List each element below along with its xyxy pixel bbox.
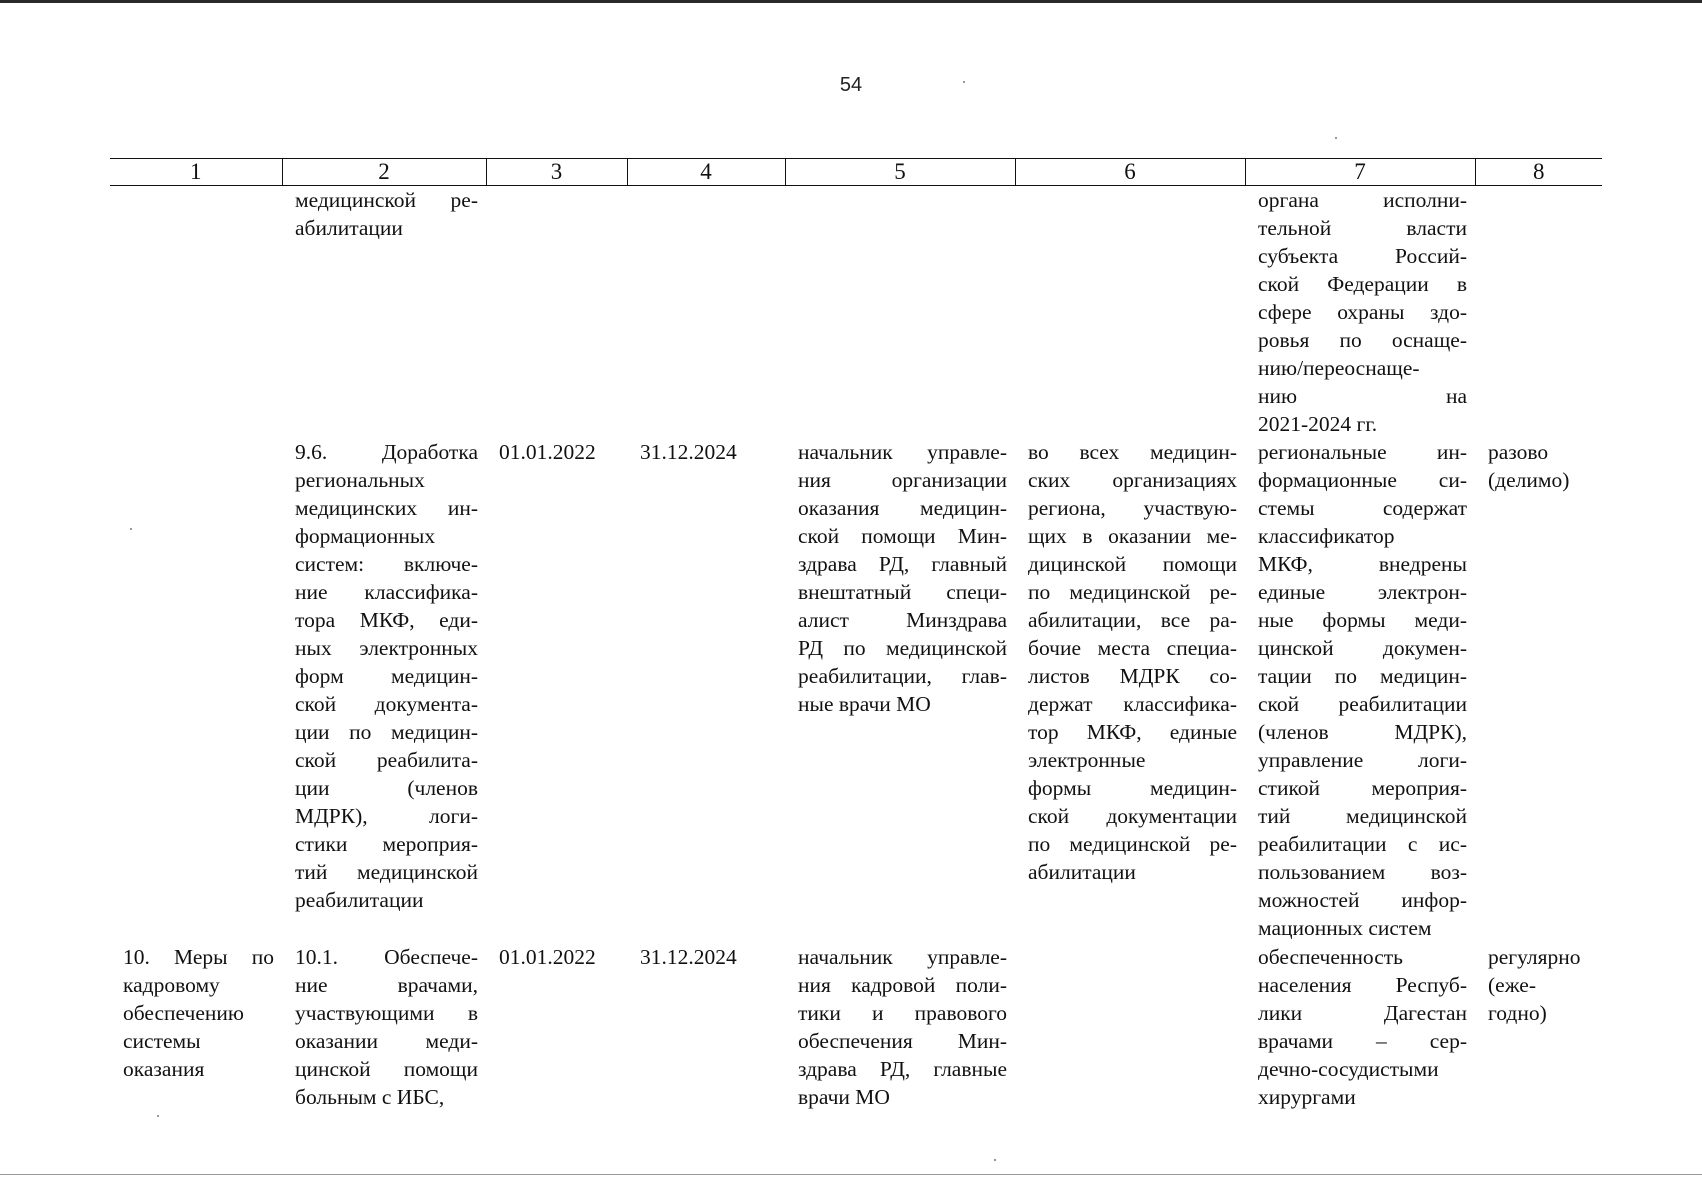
cell-line: ской реабилита- bbox=[295, 748, 478, 772]
cell-line: хирургами bbox=[1258, 1085, 1356, 1109]
cell-line: ской реабилитации bbox=[1258, 692, 1467, 716]
cell-line: субъекта Россий- bbox=[1258, 244, 1467, 268]
cell-measure-group bbox=[110, 438, 282, 943]
cell-line: ния кадровой поли- bbox=[798, 973, 1007, 997]
cell-start-date bbox=[486, 438, 627, 943]
cell-result bbox=[1015, 186, 1245, 439]
cell-line: ской помощи Мин- bbox=[798, 524, 1007, 548]
page-number: 54 bbox=[839, 74, 863, 96]
cell-line: ских организациях bbox=[1028, 468, 1237, 492]
scan-speck bbox=[1335, 137, 1337, 139]
cell-line: обеспечению bbox=[123, 1001, 244, 1025]
cell-line: по медицинской ре- bbox=[1028, 580, 1237, 604]
cell-result bbox=[1015, 438, 1245, 943]
cell-line: ской документации bbox=[1028, 804, 1237, 828]
cell-line: тации по медицин- bbox=[1258, 664, 1467, 688]
column-header: 2 bbox=[282, 159, 486, 186]
cell-line: тий медицинской bbox=[295, 860, 478, 884]
cell-measure-group bbox=[110, 943, 282, 1111]
cell-line: стемы содержат bbox=[1258, 496, 1467, 520]
cell-line: 10. Меры по bbox=[123, 945, 274, 969]
cell-line: нию на bbox=[1258, 384, 1467, 408]
cell-line: формационные си- bbox=[1258, 468, 1467, 492]
measures-table bbox=[110, 158, 1602, 1111]
cell-line: 31.12.2024 bbox=[640, 440, 737, 464]
cell-line: начальник управле- bbox=[798, 440, 1007, 464]
scan-speck bbox=[994, 1159, 996, 1161]
column-header: 3 bbox=[486, 159, 627, 186]
cell-line: здрава РД, главные bbox=[798, 1057, 1007, 1081]
cell-line: сфере охраны здо- bbox=[1258, 300, 1467, 324]
cell-line: 9.6. Доработка bbox=[295, 440, 478, 464]
scan-speck bbox=[157, 1115, 159, 1117]
cell-line: бочие места специа- bbox=[1028, 636, 1237, 660]
cell-line: медицинских ин- bbox=[295, 496, 478, 520]
cell-line: региональных bbox=[295, 468, 425, 492]
cell-line: разово bbox=[1488, 440, 1549, 464]
cell-line: (еже- bbox=[1488, 973, 1536, 997]
cell-line: регулярно bbox=[1488, 945, 1581, 969]
cell-line: обеспеченность bbox=[1258, 945, 1403, 969]
cell-line: кадровому bbox=[123, 973, 220, 997]
cell-frequency bbox=[1475, 943, 1602, 1111]
cell-line: МКФ, внедрены bbox=[1258, 552, 1467, 576]
cell-responsible bbox=[785, 438, 1015, 943]
cell-line: алист Минздрава bbox=[798, 608, 1007, 632]
cell-responsible bbox=[785, 186, 1015, 439]
cell-line: (делимо) bbox=[1488, 468, 1570, 492]
table-row bbox=[110, 186, 1602, 439]
cell-line: листов МДРК со- bbox=[1028, 664, 1237, 688]
cell-line: оказании меди- bbox=[295, 1029, 478, 1053]
cell-line: систем: включе- bbox=[295, 552, 478, 576]
column-header: 6 bbox=[1015, 159, 1245, 186]
scan-edge-top bbox=[0, 0, 1702, 3]
cell-line: электронные bbox=[1028, 748, 1146, 772]
cell-line: управление логи- bbox=[1258, 748, 1467, 772]
cell-line: ных электронных bbox=[295, 636, 478, 660]
cell-line: обеспечения Мин- bbox=[798, 1029, 1007, 1053]
cell-action bbox=[282, 186, 486, 439]
cell-line: системы bbox=[123, 1029, 201, 1053]
cell-line: формы медицин- bbox=[1028, 776, 1237, 800]
cell-line: дицинской помощи bbox=[1028, 552, 1237, 576]
cell-frequency bbox=[1475, 438, 1602, 943]
cell-measure-group bbox=[110, 186, 282, 439]
cell-line: (членов МДРК), bbox=[1258, 720, 1467, 744]
cell-line: можностей инфор- bbox=[1258, 888, 1467, 912]
cell-end-date bbox=[627, 438, 785, 943]
cell-line: ные формы меди- bbox=[1258, 608, 1467, 632]
cell-line: классификатор bbox=[1258, 524, 1395, 548]
cell-line: тий медицинской bbox=[1258, 804, 1467, 828]
cell-line: ние врачами, bbox=[295, 973, 478, 997]
cell-line: держат классифика- bbox=[1028, 692, 1237, 716]
cell-line: ции (членов bbox=[295, 776, 478, 800]
column-header: 4 bbox=[627, 159, 785, 186]
cell-line: тики и правового bbox=[798, 1001, 1007, 1025]
table-row bbox=[110, 438, 1602, 943]
cell-line: начальник управле- bbox=[798, 945, 1007, 969]
cell-line: абилитации, все ра- bbox=[1028, 608, 1237, 632]
cell-line: ния организации bbox=[798, 468, 1007, 492]
cell-line: населения Респуб- bbox=[1258, 973, 1467, 997]
cell-line: врачи МО bbox=[798, 1085, 890, 1109]
cell-line: реабилитации, глав- bbox=[798, 664, 1007, 688]
cell-line: ние классифика- bbox=[295, 580, 478, 604]
cell-line: щих в оказании ме- bbox=[1028, 524, 1237, 548]
cell-line: 01.01.2022 bbox=[499, 440, 596, 464]
cell-line: МДРК), логи- bbox=[295, 804, 478, 828]
cell-indicator bbox=[1245, 438, 1475, 943]
cell-indicator bbox=[1245, 186, 1475, 439]
cell-indicator bbox=[1245, 943, 1475, 1111]
cell-line: оказания медицин- bbox=[798, 496, 1007, 520]
cell-line: внештатный специ- bbox=[798, 580, 1007, 604]
cell-end-date bbox=[627, 186, 785, 439]
cell-line: врачами – сер- bbox=[1258, 1029, 1467, 1053]
cell-line: тора МКФ, еди- bbox=[295, 608, 478, 632]
cell-line: во всех медицин- bbox=[1028, 440, 1237, 464]
cell-line: тор МКФ, единые bbox=[1028, 720, 1237, 744]
cell-line: 2021-2024 гг. bbox=[1258, 412, 1378, 436]
cell-line: ции по медицин- bbox=[295, 720, 478, 744]
cell-line: 10.1. Обеспече- bbox=[295, 945, 478, 969]
cell-line: пользованием воз- bbox=[1258, 860, 1467, 884]
cell-line: нию/переоснаще- bbox=[1258, 356, 1420, 380]
cell-line: здрава РД, главный bbox=[798, 552, 1007, 576]
cell-result bbox=[1015, 943, 1245, 1111]
cell-action bbox=[282, 943, 486, 1111]
cell-line: медицинской ре- bbox=[295, 188, 478, 212]
cell-responsible bbox=[785, 943, 1015, 1111]
cell-action bbox=[282, 438, 486, 943]
cell-line: участвующими в bbox=[295, 1001, 478, 1025]
cell-line: форм медицин- bbox=[295, 664, 478, 688]
cell-line: реабилитации bbox=[295, 888, 424, 912]
cell-line: цинской помощи bbox=[295, 1057, 478, 1081]
cell-line: формационных bbox=[295, 524, 436, 548]
cell-start-date bbox=[486, 943, 627, 1111]
cell-line: стики мероприя- bbox=[295, 832, 478, 856]
column-number-row bbox=[110, 159, 1602, 186]
column-header: 8 bbox=[1475, 159, 1602, 186]
cell-line: абилитации bbox=[1028, 860, 1136, 884]
cell-line: ровья по оснаще- bbox=[1258, 328, 1467, 352]
cell-line: больным с ИБС, bbox=[295, 1085, 445, 1109]
cell-line: органа исполни- bbox=[1258, 188, 1467, 212]
cell-end-date bbox=[627, 943, 785, 1111]
cell-line: лики Дагестан bbox=[1258, 1001, 1467, 1025]
column-header: 1 bbox=[110, 159, 282, 186]
cell-line: по медицинской ре- bbox=[1028, 832, 1237, 856]
cell-line: тельной власти bbox=[1258, 216, 1467, 240]
cell-line: РД по медицинской bbox=[798, 636, 1007, 660]
cell-line: годно) bbox=[1488, 1001, 1547, 1025]
cell-line: региона, участвую- bbox=[1028, 496, 1237, 520]
cell-start-date bbox=[486, 186, 627, 439]
cell-line: стикой мероприя- bbox=[1258, 776, 1467, 800]
cell-line: дечно-сосудистыми bbox=[1258, 1057, 1439, 1081]
cell-line: мационных систем bbox=[1258, 916, 1432, 940]
cell-line: цинской докумен- bbox=[1258, 636, 1467, 660]
cell-line: ской документа- bbox=[295, 692, 478, 716]
table-row bbox=[110, 943, 1602, 1111]
cell-line: ской Федерации в bbox=[1258, 272, 1467, 296]
cell-line: реабилитации с ис- bbox=[1258, 832, 1467, 856]
cell-line: единые электрон- bbox=[1258, 580, 1467, 604]
cell-line: 01.01.2022 bbox=[499, 945, 596, 969]
cell-line: абилитации bbox=[295, 216, 403, 240]
scan-edge-bottom bbox=[0, 1174, 1702, 1175]
cell-line: региональные ин- bbox=[1258, 440, 1467, 464]
cell-line: ные врачи МО bbox=[798, 692, 931, 716]
cell-frequency bbox=[1475, 186, 1602, 439]
cell-line: оказания bbox=[123, 1057, 205, 1081]
column-header: 7 bbox=[1245, 159, 1475, 186]
cell-line: 31.12.2024 bbox=[640, 945, 737, 969]
column-header: 5 bbox=[785, 159, 1015, 186]
